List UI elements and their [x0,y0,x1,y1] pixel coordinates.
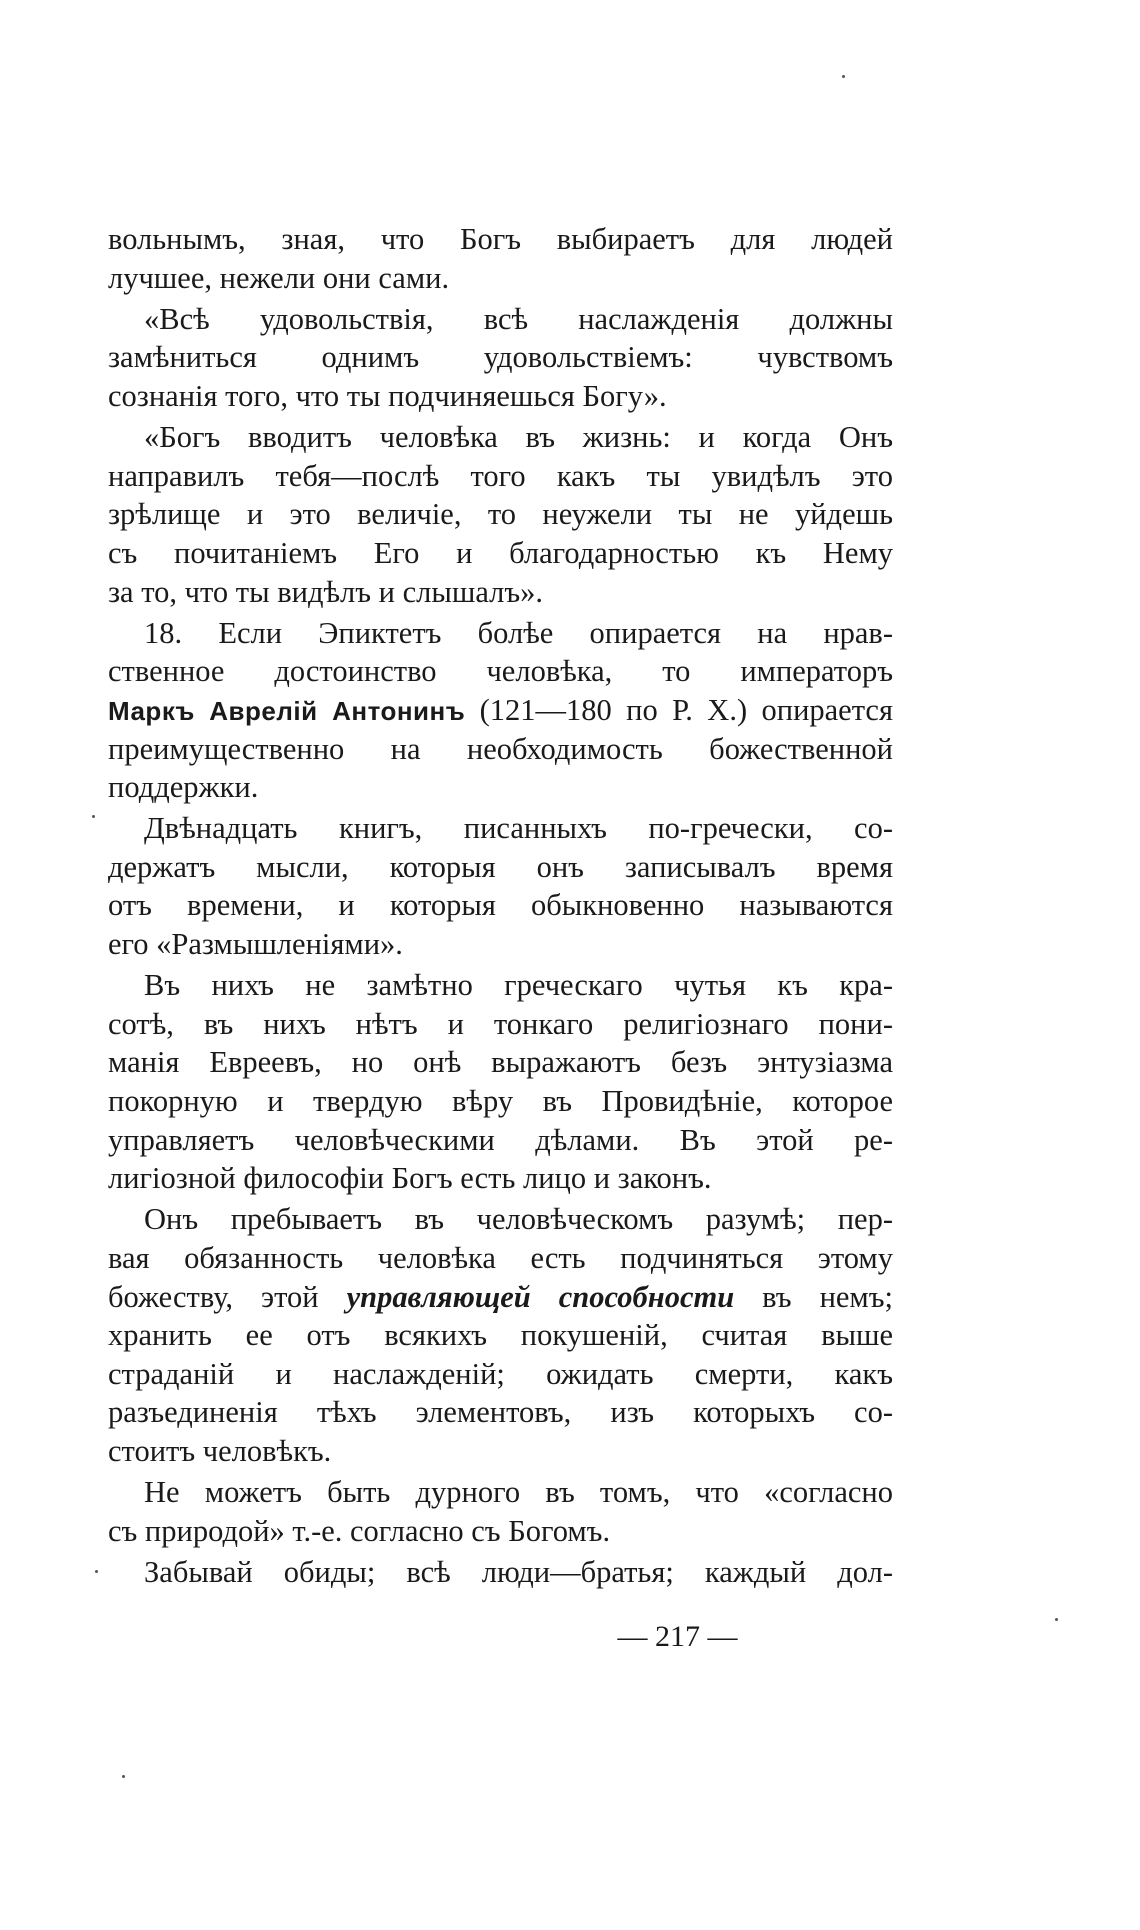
paragraph [108,1200,893,1470]
line-text: вольнымъ, зная, что Богъ выбираетъ для людей [108,222,893,256]
line-text: Онъ пребываетъ въ человѣческомъ разумѣ; пер- [144,1202,893,1237]
line-text: «Богъ вводитъ человѣка въ жизнь: и когда Онъ [144,420,893,455]
text-line [108,1278,893,1317]
paragraph [108,614,893,807]
line-text: 18. Если Эпиктетъ болѣе опирается на нрав- [144,615,893,650]
line-text: замѣниться однимъ удовольствіемъ: чувствомъ [108,340,893,375]
line-text: страданій и наслажденій; ожидать смерти, какъ [108,1356,893,1391]
text-line [108,925,893,964]
text-line [108,1121,893,1160]
text-line [108,886,893,925]
scan-speck [842,75,845,78]
line-text: божеству, этой [108,1279,347,1314]
line-text: вая обязанность человѣка есть подчиняться этому [108,1241,893,1275]
text-line [108,1553,893,1592]
line-text: Не можетъ быть дурного въ томъ, что «согласно [144,1475,893,1510]
italic-phrase: управляющей способности [346,1279,735,1314]
text-line [108,1473,893,1512]
line-text: направилъ тебя—послѣ того какъ ты увидѣлъ это [108,458,893,493]
text-line [108,848,893,887]
scan-speck [1055,1618,1058,1621]
text-line [108,1005,893,1044]
line-text: хранить ее отъ всякихъ покушеній, считая выше [108,1318,893,1353]
text-line [108,691,893,730]
paragraph [108,1553,893,1592]
text-line [108,1512,893,1551]
line-text: «Всѣ удовольствія, всѣ наслажденія должны [144,301,893,336]
text-line [108,377,893,416]
paragraph [108,809,893,963]
line-text: управляетъ человѣческими дѣлами. Въ этой ре- [108,1122,893,1157]
text-line [108,1316,893,1355]
line-text: поддержки. [108,770,259,805]
text-line [108,768,893,807]
line-text: лигіозной философіи Богъ есть лицо и законъ. [108,1161,712,1196]
line-text: его «Размышленіями». [108,927,403,962]
text-line [108,1432,893,1471]
line-text: съ почитаніемъ Его и благодарностью къ Нему [108,535,893,570]
line-text: сознанія того, что ты подчиняешься Богу». [108,378,667,413]
text-line [108,457,893,496]
text-line [108,259,893,298]
text-line [108,1082,893,1121]
page-number: — 217 — [617,1620,738,1653]
paragraph [108,966,893,1198]
line-text: (121—180 по Р. X.) опирается [465,692,893,727]
line-text: покорную и твердую вѣру въ Провидѣніе, которое [108,1084,893,1119]
text-line [108,614,893,653]
line-text: Въ нихъ не замѣтно греческаго чутья къ кра- [144,968,893,1003]
line-text: манія Евреевъ, но онѣ выражаютъ безъ энтузіазма [108,1045,893,1080]
scan-speck [122,1775,125,1778]
text-line [108,300,893,339]
text-line [108,809,893,848]
text-line [108,1159,893,1198]
line-text: сотѣ, въ нихъ нѣтъ и тонкаго религіознаго пони- [108,1006,893,1041]
line-text: Забывай обиды; всѣ люди—братья; каждый дол- [144,1554,893,1589]
line-text: за то, что ты видѣлъ и слышалъ». [108,574,543,609]
line-text: держатъ мысли, которыя онъ записывалъ время [108,849,893,884]
emperor-name: Маркъ Аврелій Антонинъ [108,695,466,726]
text-line [108,1355,893,1394]
text-line [108,1200,893,1239]
paragraph [108,418,893,611]
line-text: Двѣнадцать книгъ, писанныхъ по-гречески, со- [144,811,893,846]
line-text: разъединенія тѣхъ элементовъ, изъ которыхъ со- [108,1395,893,1430]
text-line [108,1393,893,1432]
text-line [108,573,893,612]
line-text: преимущественно на необходимость божественной [108,731,893,766]
line-text-after: въ немъ; [734,1279,893,1314]
text-line [108,1043,893,1082]
text-line [108,730,893,769]
line-text: ственное достоинство человѣка, то императоръ [108,654,893,689]
text-line [108,418,893,457]
text-line [108,966,893,1005]
line-text: съ природой» т.-е. согласно съ Богомъ. [108,1513,611,1548]
scan-speck [95,1570,98,1573]
paragraph [108,300,893,416]
paragraph [108,220,893,297]
text-line [108,534,893,573]
line-text: стоитъ человѣкъ. [108,1433,332,1468]
line-text: лучшее, нежели они сами. [108,260,450,295]
text-line [108,220,893,259]
paragraph [108,1473,893,1550]
text-line [108,495,893,534]
scan-speck [92,815,95,818]
page-body [108,220,893,1592]
text-line [108,1239,893,1278]
text-line [108,652,893,691]
line-text: отъ времени, и которыя обыкновенно называются [108,888,893,923]
text-line [108,338,893,377]
line-text: зрѣлище и это величіе, то неужели ты не уйдешь [108,497,893,532]
